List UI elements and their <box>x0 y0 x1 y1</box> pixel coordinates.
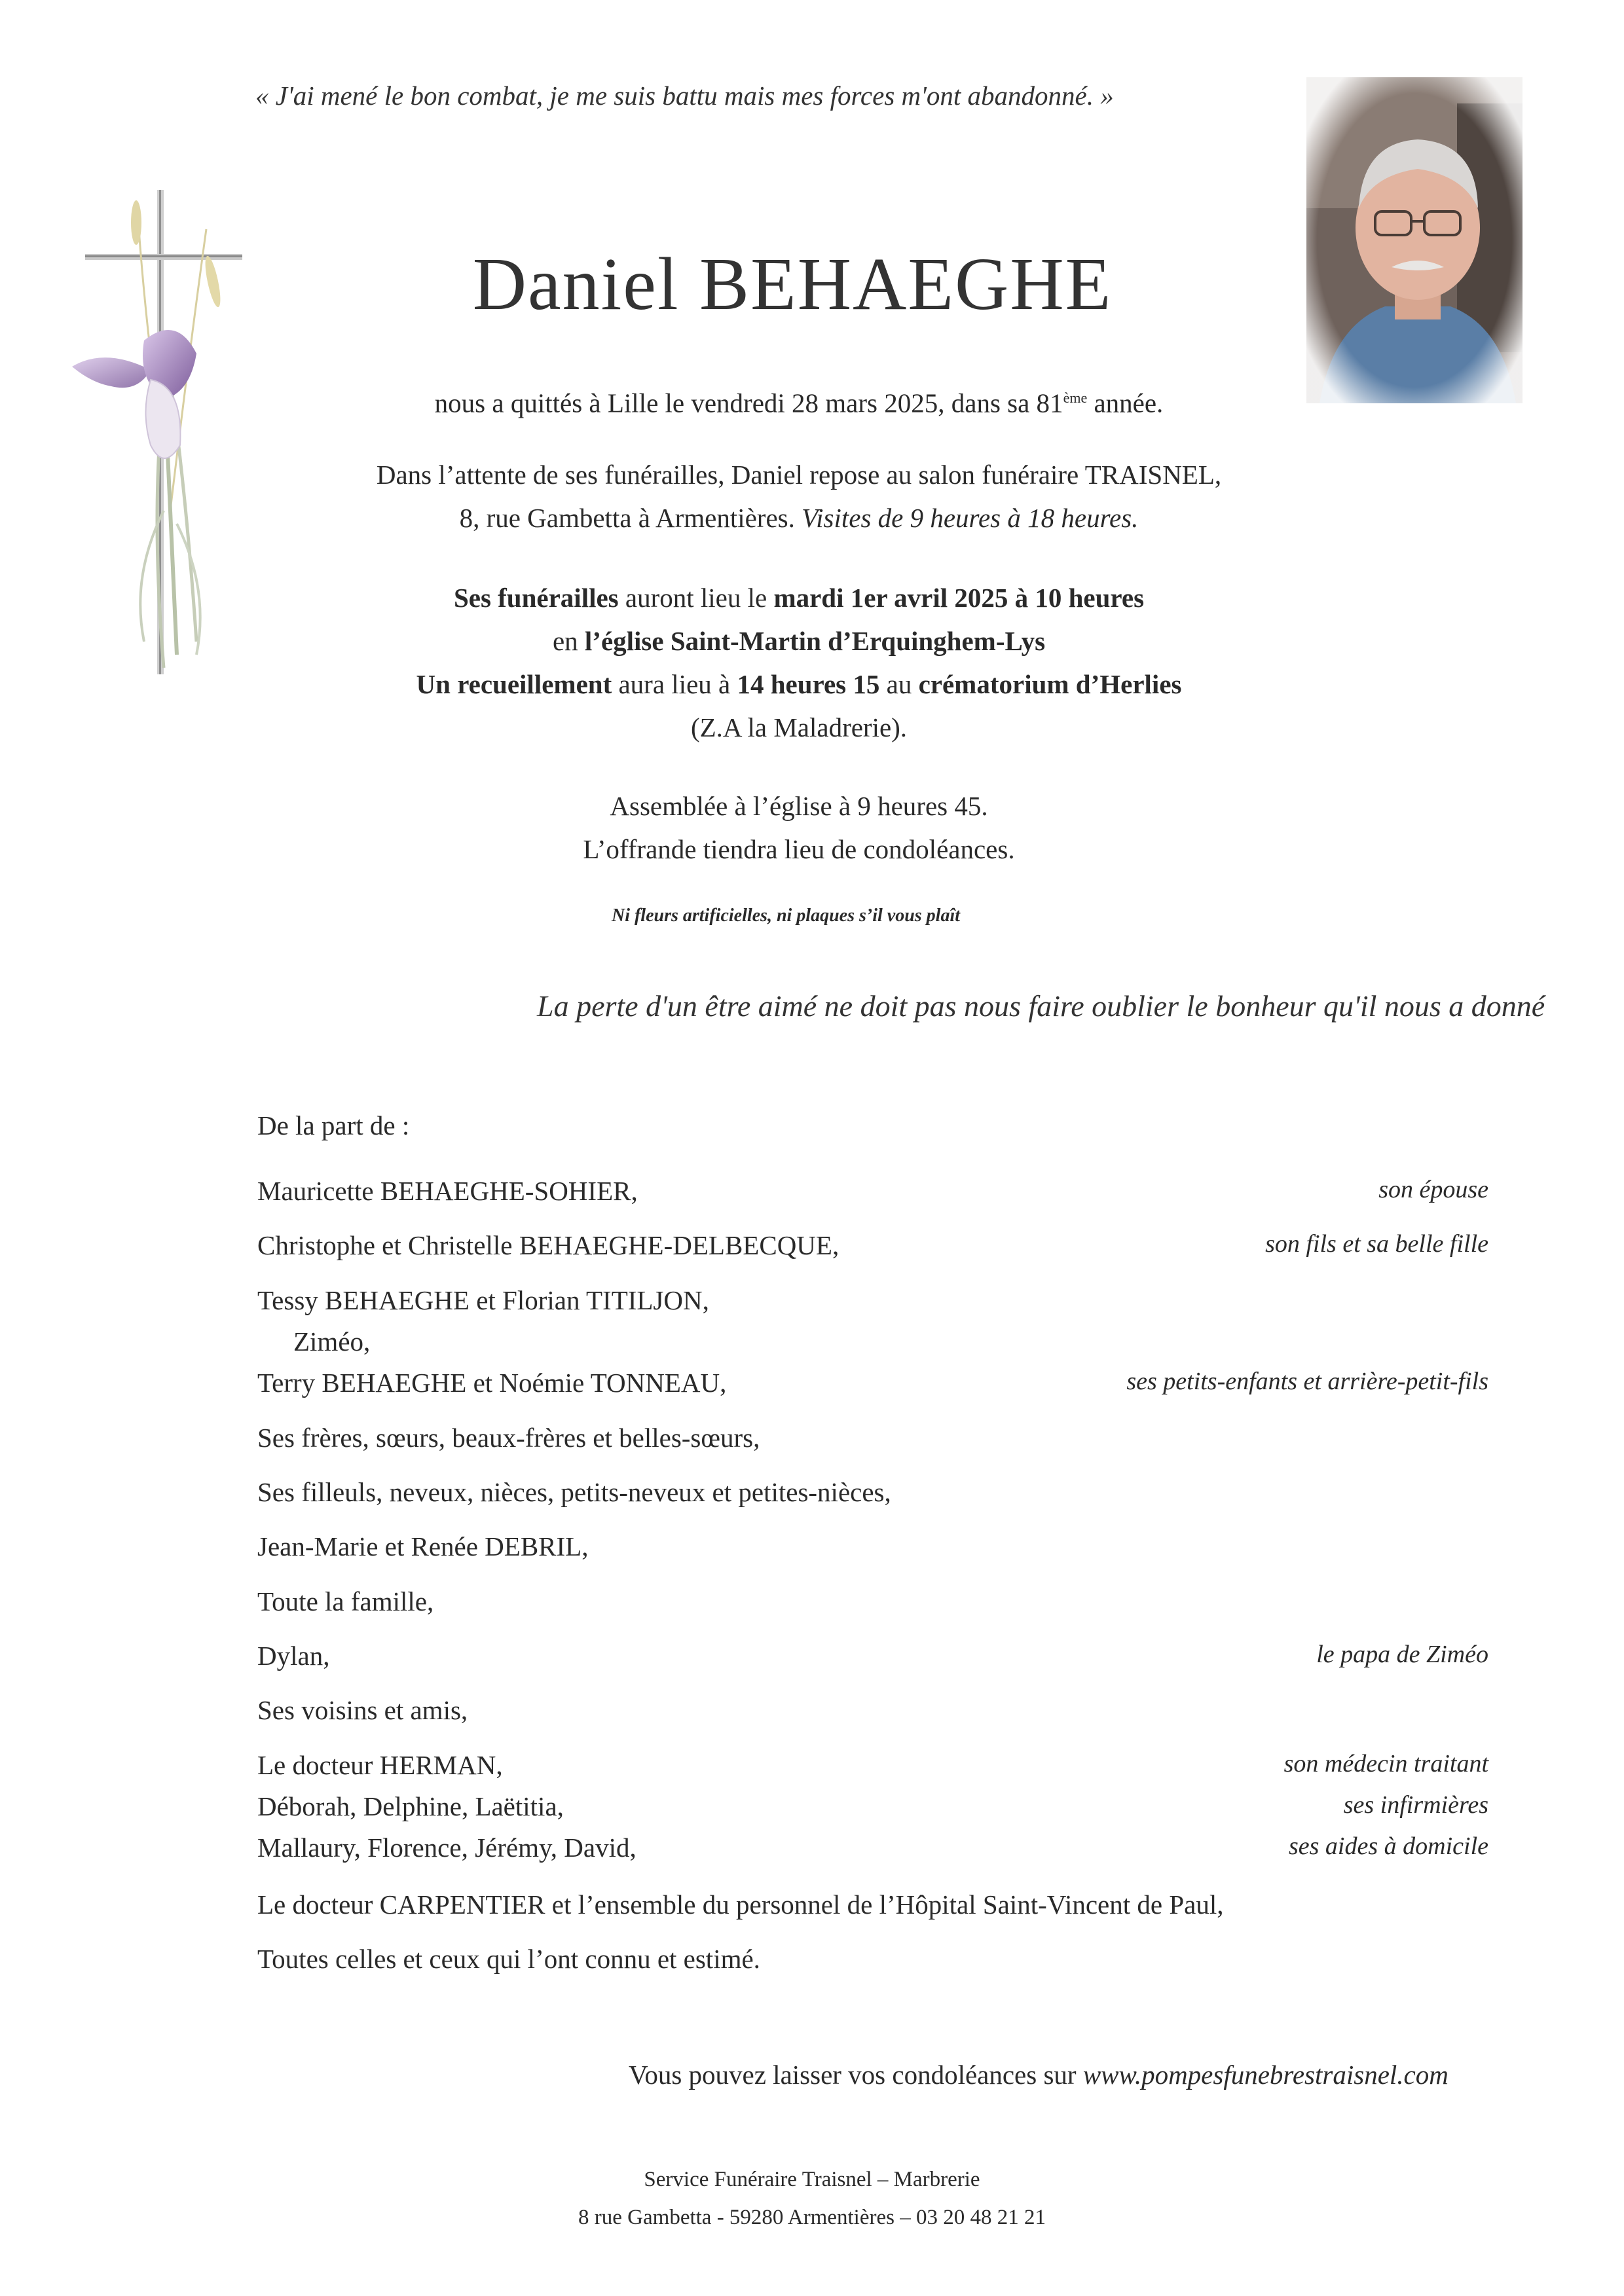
repose-paragraph <box>288 453 1310 539</box>
cross-lily-illustration <box>65 183 262 681</box>
from-heading: De la part de : <box>257 1110 410 1140</box>
funeral-line-location: (Z.A la Maladrerie). <box>690 712 908 742</box>
wheat-ear-right <box>202 255 223 308</box>
portrait-photo <box>1306 77 1522 403</box>
closing-quote: La perte d'un être aimé ne doit pas nous faire oublier le bonheur qu'il nous a donné <box>537 989 1545 1023</box>
intro-text: nous a quittés à Lille le vendredi 28 mars 2025, dans sa 81 <box>434 388 1063 418</box>
footer <box>393 2160 1231 2236</box>
repose-line-1: Dans l’attente de ses funérailles, Daniel repose au salon funéraire TRAISNEL, <box>376 460 1222 490</box>
offering-note: L’offrande tiendra lieu de condoléances. <box>583 834 1015 864</box>
deceased-name: Daniel BEHAEGHE <box>472 242 1113 325</box>
condolences-website-link[interactable]: www.pompesfunebrestraisnel.com <box>1082 2060 1449 2090</box>
funeral-line-date: Ses funérailles auront lieu le mardi 1er avril 2025 à 10 heures <box>453 583 1145 613</box>
lily-flower-left <box>72 357 151 388</box>
footer-address: 8 rue Gambetta - 59280 Armentières – 03 20 48 21 21 <box>578 2206 1046 2229</box>
no-flowers-note: Ni fleurs artificielles, ni plaques s’il vous plaît <box>611 905 960 926</box>
wheat-ear-left <box>131 200 141 245</box>
condolences-text: Vous pouvez laisser vos condoléances sur <box>629 2060 1083 2090</box>
footer-company: Service Funéraire Traisnel – Marbrerie <box>644 2168 980 2191</box>
assembly-time: Assemblée à l’église à 9 heures 45. <box>610 791 988 821</box>
funeral-line-cremation: Un recueillement aura lieu à 14 heures 15 au crématorium d’Herlies <box>416 669 1182 699</box>
funeral-details <box>288 576 1310 749</box>
condolences-line <box>629 2059 1449 2090</box>
repose-line-2: 8, rue Gambetta à Armentières. Visites de 9 heures à 18 heures. <box>459 503 1139 533</box>
intro-text-end: année. <box>1087 388 1164 418</box>
epigraph-quote: « J'ai mené le bon combat, je me suis battu mais mes forces m'ont abandonné. » <box>255 81 1114 111</box>
death-announcement-line <box>288 376 1310 425</box>
visiting-hours: Visites de 9 heures à 18 heures. <box>802 503 1139 533</box>
assembly-info <box>288 784 1310 871</box>
funeral-line-church: en l’église Saint-Martin d’Erquinghem-Lys <box>552 626 1046 656</box>
ordinal-suffix: ème <box>1063 390 1088 406</box>
